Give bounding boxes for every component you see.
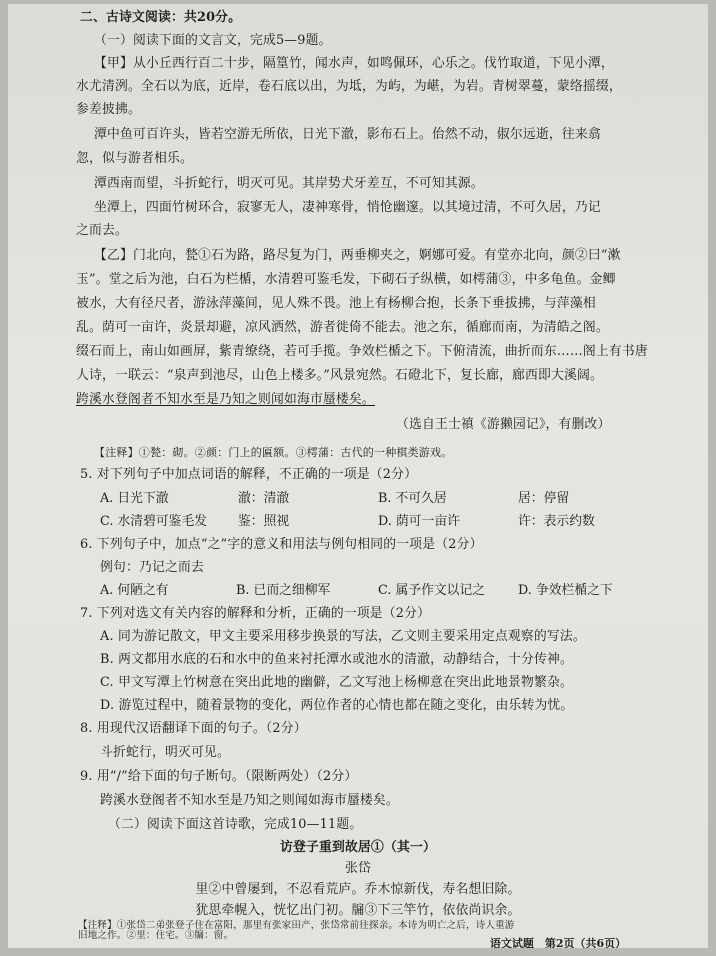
q5-option-c: C. 水清碧可鉴毛发 <box>100 514 208 529</box>
q5-option-a-gloss: 澈：清澈 <box>238 491 290 506</box>
q5-option-b: B. 不可久居 <box>378 491 447 506</box>
q5-option-d: D. 荫可一亩许 <box>378 514 460 529</box>
yi-underlined-sentence: 跨溪水登阁者不知水至是乃知之则闻如海市蜃楼矣。 <box>76 392 375 407</box>
q7-stem: 7. 下列对选文有关内容的解释和分析，正确的一项是（2分） <box>80 606 431 621</box>
q5-option-b-gloss: 居：停留 <box>518 491 570 506</box>
source-citation: （选自王士禛《游獭园记》，有删改） <box>396 417 611 432</box>
part1-intro: （一）阅读下面的文言文，完成5—9题。 <box>94 33 332 48</box>
jia-line: 【甲】从小丘西行百二十步，隔篁竹，闻水声，如鸣佩环，心乐之。伐竹取道，下见小潭， <box>94 56 614 71</box>
exam-page <box>8 4 708 948</box>
jia-line: 坐潭上，四面竹树环合，寂寥无人，凄神寒骨，悄怆幽邃。以其境过清，不可久居，乃记 <box>94 200 601 215</box>
q5-stem: 5. 对下列句子中加点词语的解释，不正确的一项是（2分） <box>80 467 418 482</box>
q8-sentence: 斗折蛇行，明灭可见。 <box>100 745 230 760</box>
yi-line: 被水，大有径尺者，游泳萍藻间，见人殊不畏。池上有杨柳合抱，长条下垂拔拂，与萍藻相 <box>76 296 596 311</box>
q7-option-a: A. 同为游记散文，甲文主要采用移步换景的写法，乙文则主要采用定点观察的写法。 <box>100 629 586 644</box>
jia-line: 之而去。 <box>76 223 128 238</box>
poem-author: 张岱 <box>345 861 371 876</box>
q6-option-c: C. 属予作文以记之 <box>378 583 486 598</box>
annotation: 【注释】①甃：砌。②颜：门上的匾额。③樗蒲：古代的一种棋类游戏。 <box>94 446 453 459</box>
part2-intro: （二）阅读下面这首诗歌，完成10—11题。 <box>108 817 363 832</box>
q6-option-a: A. 何陋之有 <box>100 583 169 598</box>
yi-line: 人诗，一联云：“泉声到池尽，山色上楼多。”风景宛然。石磴北下，复长廊，廊西即大溪阔。 <box>76 368 603 383</box>
poem-note: 【注释】①张岱二弟张登子住在富阳，那里有张家田产，张岱常前往探亲。本诗为明亡之后，诗人重游 <box>78 920 515 931</box>
yi-line: 玉”。堂之后为池，白石为栏楯，水清碧可鉴毛发，下砌石子纵横，如樗蒲③，中多龟鱼。金鲫 <box>76 272 616 287</box>
jia-line: 水尤清洌。全石以为底，近岸，卷石底以出，为坻，为屿，为嵁，为岩。青树翠蔓，蒙络摇缀， <box>76 79 622 94</box>
yi-line: 缀石而上，南山如画屏，紫青缭绕，若可手揽。争效栏楯之下。下俯清流，曲折而东……阁上有书唐 <box>76 344 648 359</box>
q7-option-c: C. 甲文写潭上竹树意在突出此地的幽僻，乙文写池上杨柳意在突出此地景物繁杂。 <box>100 675 573 690</box>
jia-line: 参差披拂。 <box>76 102 141 117</box>
q8-stem: 8. 用现代汉语翻译下面的句子。（2分） <box>80 721 307 736</box>
jia-line: 忽，似与游者相乐。 <box>76 151 193 166</box>
q7-option-d: D. 游览过程中，随着景物的变化，两位作者的心情也都在随之变化，由乐转为忧。 <box>100 698 574 713</box>
yi-line: 【乙】门北向，甃①石为路，路尽复为门，两垂柳夹之，婀娜可爱。有堂亦北向，颜②曰“漱 <box>94 248 621 263</box>
q9-stem: 9. 用“/”给下面的句子断句。（限断两处）（2分） <box>80 769 358 784</box>
page-footer: 语文试题 第2页（共6页） <box>489 937 627 948</box>
yi-line: 乱。荫可一亩许，炎景却避，凉风洒然，游者徙倚不能去。池之东，循廊而南，为清皓之阁。 <box>76 320 609 335</box>
poem-title: 访登子重到故居①（其一） <box>280 840 436 855</box>
jia-line: 潭西南而望，斗折蛇行，明灭可见。其岸势犬牙差互，不可知其源。 <box>94 176 484 191</box>
jia-line: 潭中鱼可百许头，皆若空游无所依，日光下澈，影布石上。佁然不动，俶尔远逝，往来翕 <box>94 127 601 142</box>
poem-line: 里②中曾屡到，不忍看荒庐。乔木惊新伐，寿名想旧除。 <box>195 882 521 897</box>
section-title: 二、古诗文阅读：共20分。 <box>80 10 242 25</box>
poem-line: 犹思牵幌入，恍忆出门初。牖③下三竿竹，依依尚识余。 <box>195 903 521 918</box>
q6-option-b: B. 已而之细柳军 <box>236 583 331 598</box>
q6-option-d: D. 争效栏楯之下 <box>518 583 613 598</box>
q5-option-d-gloss: 许：表示约数 <box>518 514 595 529</box>
q9-sentence: 跨溪水登阁者不知水至是乃知之则闻如海市蜃楼矣。 <box>100 793 399 808</box>
q7-option-b: B. 两文都用水底的石和水中的鱼来衬托潭水或池水的清澈，动静结合，十分传神。 <box>100 652 574 667</box>
q5-option-c-gloss: 鉴：照视 <box>238 514 290 529</box>
q6-example: 例句：乃记之而去 <box>100 560 204 575</box>
poem-note: 旧地之作。②里：住宅。③牖：窗。 <box>78 930 234 941</box>
q5-option-a: A. 日光下澈 <box>100 491 169 506</box>
q6-stem: 6. 下列句子中，加点“之”字的意义和用法与例句相同的一项是（2分） <box>80 537 483 552</box>
